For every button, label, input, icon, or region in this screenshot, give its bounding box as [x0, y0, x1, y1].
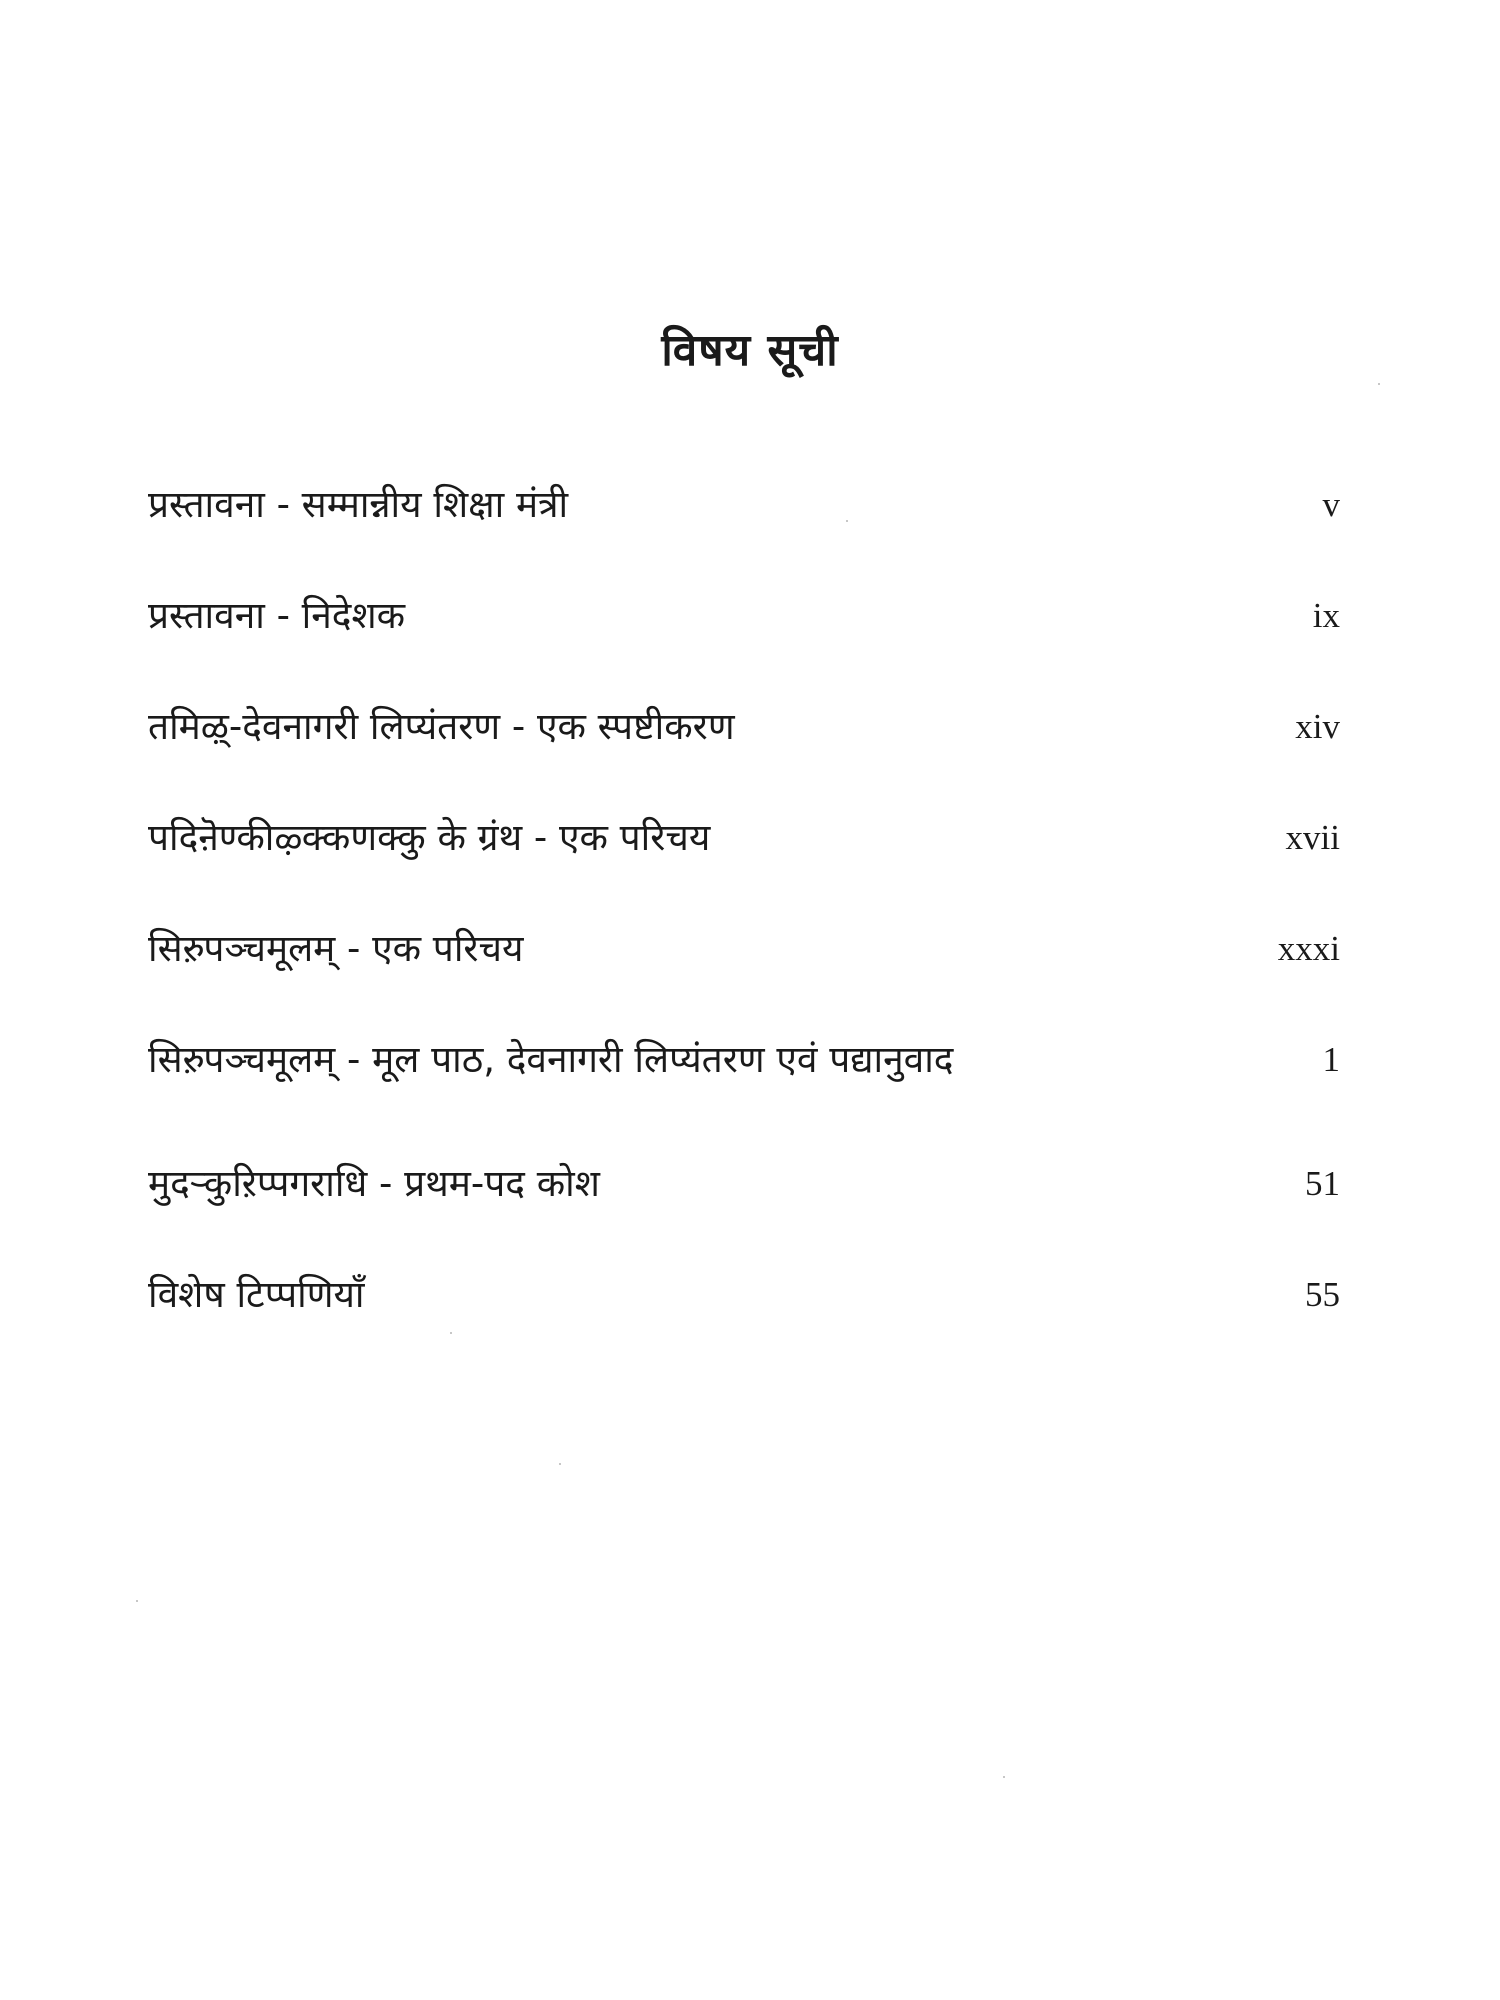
toc-entry-title: विशेष टिप्पणियाँ: [148, 1273, 365, 1316]
scan-speck: [846, 520, 848, 522]
scan-speck: [559, 1463, 561, 1465]
toc-entry-page: 1: [1322, 1040, 1340, 1079]
toc-entry: [148, 813, 1340, 924]
scan-speck: [136, 1600, 138, 1602]
toc-entry-page: 51: [1305, 1164, 1340, 1203]
toc-entry: [148, 702, 1340, 813]
toc-entry-page: 55: [1305, 1275, 1340, 1314]
toc-entry-page: v: [1322, 485, 1340, 524]
toc-entry-page: xxxi: [1277, 929, 1340, 968]
toc-entry: [148, 1159, 1340, 1270]
table-of-contents: [148, 480, 1340, 1381]
toc-entry-page: ix: [1312, 596, 1340, 635]
toc-entry: [148, 480, 1340, 591]
toc-entry: [148, 924, 1340, 1035]
toc-entry-title: प्रस्तावना - निदेशक: [148, 594, 406, 637]
toc-entry-title: पदिऩॆण्कीऴ्क्कणक्कु के ग्रंथ - एक परिचय: [148, 816, 711, 859]
toc-entry-title: तमिऴ्-देवनागरी लिप्यंतरण - एक स्पष्टीकरण: [148, 705, 735, 748]
toc-entry-title: मुदऱ्कुऱिप्पगराधि - प्रथम-पद कोश: [148, 1162, 600, 1205]
scan-speck: [450, 1332, 452, 1334]
toc-entry-title: प्रस्तावना - सम्मान्नीय शिक्षा मंत्री: [148, 483, 569, 526]
toc-entry-page: xiv: [1295, 707, 1340, 746]
toc-entry-title: सिऱुपञ्चमूलम् - एक परिचय: [148, 927, 524, 970]
toc-entry-page: xvii: [1285, 818, 1340, 857]
scan-speck: [1003, 1776, 1005, 1778]
page-title: विषय सूची: [661, 325, 839, 376]
toc-entry: [148, 591, 1340, 702]
toc-entry: [148, 1270, 1340, 1381]
scan-speck: [1378, 383, 1380, 385]
toc-entry: [148, 1035, 1340, 1159]
toc-entry-title: सिऱुपञ्चमूलम् - मूल पाठ, देवनागरी लिप्यंतरण एवं पद्यानुवाद: [148, 1038, 954, 1081]
